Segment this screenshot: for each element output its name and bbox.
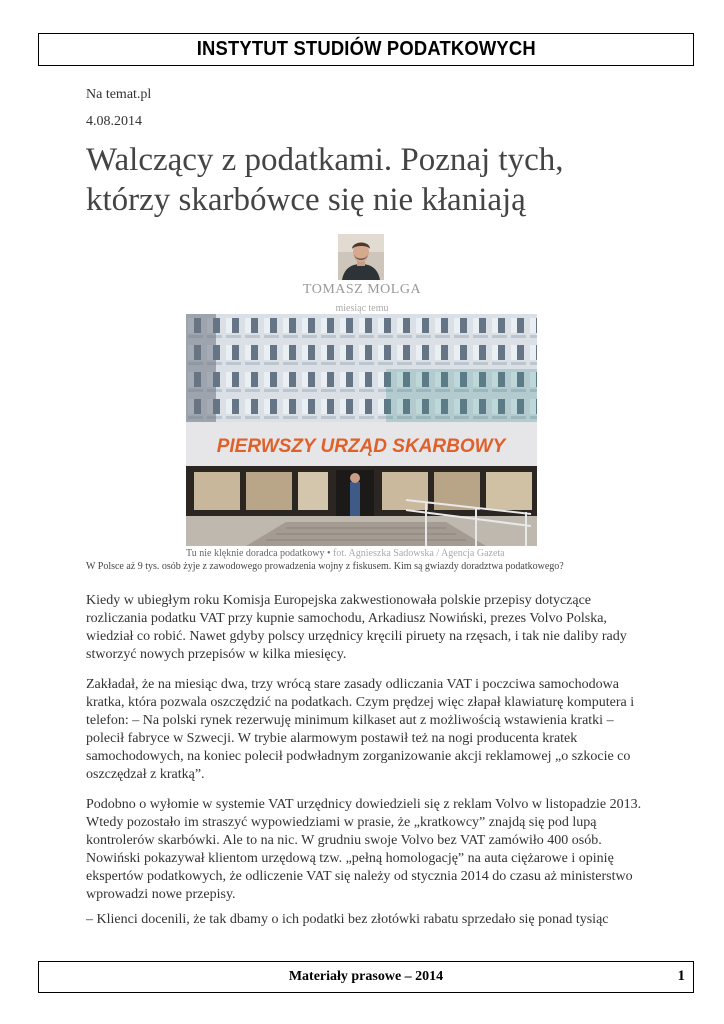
article-date: 4.08.2014 (86, 114, 142, 129)
article-lead: W Polsce aż 9 tys. osób żyje z zawodowego prowadzenia wojny z fiskusem. Kim są gwiazdy doradztwa podatkowego? (86, 561, 564, 572)
author-name[interactable]: TOMASZ MOLGA (302, 282, 422, 297)
document-footer (38, 961, 694, 993)
article-headline (86, 140, 646, 220)
caption-text: Tu nie klęknie doradca podatkowy • (186, 548, 333, 559)
paragraph-1: Kiedy w ubiegłym roku Komisja Europejska zakwestionowała polskie przepisy dotyczące rozliczania podatku VAT przy kupnie samochodu, Arkadiusz Nowiński, prezes Volvo Polska, wiedział co robić. Nawet gdyby polscy urzędnicy kręcili piruety na rzęsach, i tak nie daliby rady stworzyć nowych przepisów w kilka miesięcy. (86, 593, 627, 662)
building-sign-text: PIERWSZY URZĄD SKARBOWY (216, 436, 506, 457)
article-photo (186, 314, 537, 546)
headline-line-2: którzy skarbówce się nie kłaniają (86, 182, 526, 218)
author-portrait-image (338, 234, 384, 280)
headline-line-1: Walczący z podatkami. Poznaj tych, (86, 142, 564, 178)
paragraph-2: Zakładał, że na miesiąc dwa, trzy wrócą stare zasady odliczania VAT i poczciwa samochodowa kratka, która pozwala oszczędzić na podatkach. Czym prędzej więc złapał klawiaturę komputera i telefon: – Na polski rynek rezerwuję minimum kilkaset aut z możliwością wstawienia kratki – polecił fabryce w Szwecji. W trybie alarmowym postawił też na nogi producenta kratek samochodowych, na koniec polecił podwładnym zorganizowanie akcji reklamowej „o szkocie co oszczędzał z kratką”. (86, 677, 635, 782)
paragraph-3: Podobno o wyłomie w systemie VAT urzędnicy dowiedzieli się z reklam Volvo w listopadzie 2013. Wtedy pozostało im straszyć wypowiedziami w prasie, że „kratkowcy” znajdą się pod lupą kontrolerów skarbówki. Ale to na nic. W grudniu swoje Volvo bez VAT zamówiło 400 osób. Nowiński pokazywał klientom urzędową tzw. „pełną homologację” na auta ciężarowe i opinię ekspertów podatkowych, że odliczenie VAT się należy od stycznia 2014 do czasu aż ministerstwo wprowadzi nowe przepisy. (86, 797, 642, 902)
paragraph-4: – Klienci docenili, że tak dbamy o ich podatki bez złotówki rabatu sprzedało się ponad tysiąc (86, 912, 609, 927)
page-number: 1 (677, 968, 685, 984)
photo-caption (186, 548, 505, 559)
footer-title: Materiały prasowe – 2014 (288, 969, 444, 984)
tax-office-building-image (186, 314, 537, 546)
institute-title: INSTYTUT STUDIÓW PODATKOWYCH (196, 38, 536, 60)
published-time: miesiąc temu (335, 303, 389, 314)
author-avatar (338, 234, 384, 280)
article-source: Na temat.pl (86, 87, 152, 102)
document-header (38, 33, 694, 66)
photo-credit: fot. Agnieszka Sadowska / Agencja Gazeta (333, 548, 505, 559)
